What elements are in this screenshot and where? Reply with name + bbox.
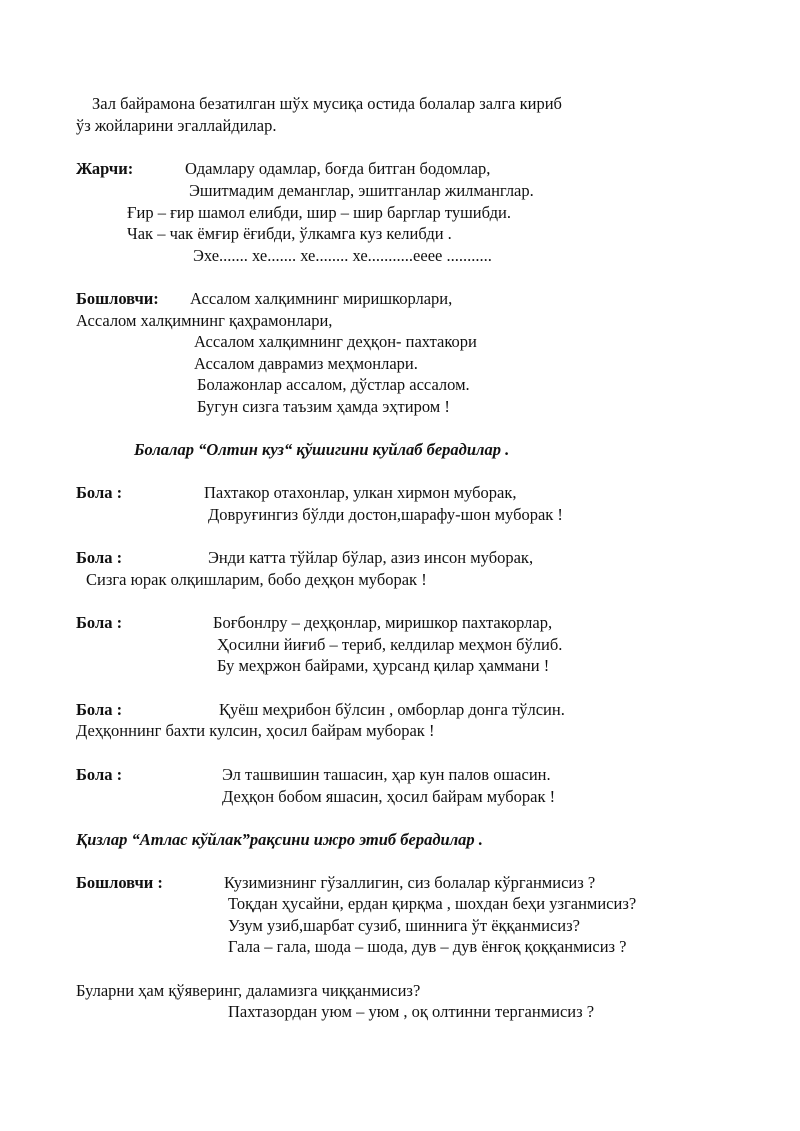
verse-line: Одамлару одамлар, боғда битган бодомлар, (185, 159, 491, 178)
speaker-label-bola: Бола : (76, 548, 123, 567)
verse-line: Ассалом халқимнинг миришкорлари, (190, 289, 453, 308)
verse-line: Эхе....... хе....... хе........ хе...........eeee ........... (193, 246, 492, 265)
speaker-label-bola: Бола : (76, 483, 123, 502)
speaker-label-boshlovchi: Бошловчи: (76, 289, 159, 308)
verse-line: Бу меҳржон байрами, ҳурсанд қилар ҳаммани ! (217, 656, 550, 675)
verse-line: Қуёш меҳрибон бўлсин , омборлар донга тўлсин. (219, 700, 565, 719)
verse-line: Бугун сизга таъзим ҳамда эҳтиром ! (197, 397, 450, 416)
verse-line: Боғбонлру – деҳқонлар, миришкор пахтакорлар, (213, 613, 553, 632)
verse-line: Энди катта тўйлар бўлар, азиз инсон муборак, (208, 548, 534, 567)
verse-line: Эл ташвишин ташасин, ҳар кун палов ошасин. (222, 765, 551, 784)
verse-line: Деҳқоннинг бахти кулсин, ҳосил байрам муборак ! (76, 721, 435, 740)
verse-line: Эшитмадим деманглар, эшитганлар жилманглар. (189, 181, 534, 200)
verse-line: Сизга юрак олқишларим, бобо деҳқон муборак ! (86, 570, 427, 589)
verse-line: Узум узиб,шарбат сузиб, шиннига ўт ёққанмисиз? (228, 916, 580, 935)
speaker-label-jarchi: Жарчи: (76, 159, 134, 178)
speaker-label-bola: Бола : (76, 765, 123, 784)
verse-line: Пахтакор отахонлар, улкан хирмон муборак, (204, 483, 517, 502)
speaker-label-bola: Бола : (76, 613, 123, 632)
verse-line: Ғир – ғир шамол елибди, шир – шир барглар тушибди. (127, 203, 511, 222)
verse-line: Чак – чак ёмғир ёғибди, ўлкамга куз келибди . (127, 224, 452, 243)
verse-line: Ҳосилни йиғиб – териб, келдилар меҳмон бўлиб. (217, 635, 563, 654)
speaker-label-bola: Бола : (76, 700, 123, 719)
stage-direction-2: Қизлар “Атлас кўйлак”рақсини ижро этиб берадилар . (76, 830, 483, 849)
speaker-label-boshlovchi: Бошловчи : (76, 873, 163, 892)
verse-line: Тоқдан ҳусайни, ердан қирқма , шохдан беҳи узганмисиз? (228, 894, 637, 913)
verse-line: Кузимизнинг гўзаллигин, сиз болалар кўрганмисиз ? (224, 873, 596, 892)
verse-line: Буларни ҳам қўяверинг, даламизга чиққанмисиз? (76, 981, 421, 1000)
verse-line: Пахтазордан уюм – уюм , оқ олтинни терганмисиз ? (228, 1002, 595, 1021)
intro-line-2: ўз жойларини эгаллайдилар. (76, 116, 277, 135)
verse-line: Болажонлар ассалом, дўстлар ассалом. (197, 375, 470, 394)
stage-direction-1: Болалар “Олтин куз“ қўшигини куйлаб берадилар . (134, 440, 510, 459)
verse-line: Гала – гала, шода – шода, дув – дув ёнғоқ қоққанмисиз ? (228, 937, 627, 956)
verse-line: Довруғингиз бўлди достон,шарафу-шон муборак ! (208, 505, 563, 524)
verse-line: Ассалом даврамиз меҳмонлари. (194, 354, 418, 373)
verse-line: Ассалом халқимнинг қаҳрамонлари, (76, 311, 333, 330)
intro-line-1: Зал байрамона безатилган шўх мусиқа остида болалар залга кириб (92, 94, 562, 113)
verse-line: Деҳқон бобом яшасин, ҳосил байрам муборак ! (222, 787, 556, 806)
verse-line: Ассалом халқимнинг деҳқон- пахтакори (194, 332, 477, 351)
